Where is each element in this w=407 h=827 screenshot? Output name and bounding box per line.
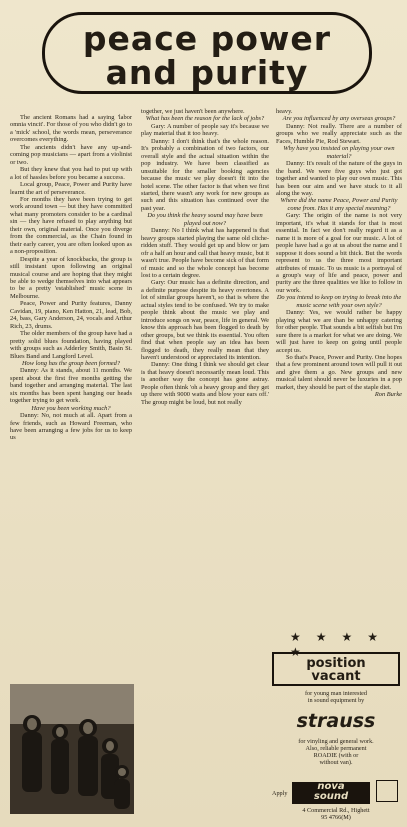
paragraph: Despite a year of knockbacks, the group is still insistant upon following an original musical course and are hoping that they might be able to wedge themselves into what appears to be a pretty 'established' music scene in Melbourne. bbox=[10, 255, 132, 300]
ad-text: without van). bbox=[319, 759, 353, 766]
article-column-3 bbox=[276, 108, 402, 608]
interview-question: Why have you insisted on playing your own material? bbox=[283, 145, 395, 160]
article-column-2 bbox=[141, 108, 269, 814]
interview-question: Do you think the heavy sound may have been played out now? bbox=[147, 212, 263, 227]
title-line-2: and purity bbox=[105, 53, 309, 92]
ad-headline-line-2: vacant bbox=[311, 669, 361, 684]
paragraph: For months they have been trying to get work around town — but they have committed what many promoters consider to be a cardinal sin — they have refused to play anything but their own, original material. Once you diverge from the commercial, as the Chain found in their early career, you are often looked upon as a non-proposition. bbox=[10, 195, 132, 256]
paragraph: Gary: The origin of the name is not very important, it's what it stands for that is most essential. In fact we don't really regard it as a name it is more of a goal for our music. A lot of people have had a go at us about the name and I suppose it does sound a bit thick. But the words represent to us the three most important attributes of music. To us music is a portrayal of a group's way of life and peace, power and purity are the three qualities we like to follow in our work. bbox=[276, 212, 402, 294]
ad-text: for young man interested bbox=[304, 690, 368, 697]
paragraph: Gary: Our music has a definite direction, and a definite purpose despite its heavy overtones. A lot of similar groups haven't, so that is where the actual styles tend to be confused. We try to make people think about the music we play and introduce songs on war, peace, life in general. We know this approach has been flogged to death by other groups, but we think its essential. You often find that when people say an idea has been flogged to death, they really mean that they haven't understood or appreciated its intention. bbox=[141, 279, 269, 361]
ad-text: in sound equipment by bbox=[307, 697, 365, 704]
paragraph: Danny: It's result of the nature of the guys in the band. We were five guys who just got together and wanted to play our own music. This has been our aim and we have stuck to it all along the way. bbox=[276, 160, 402, 197]
ad-headline-line-1: position bbox=[306, 656, 366, 671]
ad-brand: strauss bbox=[296, 710, 376, 732]
paragraph: Danny: One thing I think we should get clear is that heavy doesn't necessarily mean loud. This is another way the concept has gone astray. People often think 'oh a heavy group and they get up there with 9000 watts and blow your ears off.' The group might be loud, but not really bbox=[141, 361, 269, 406]
paragraph: Danny: No I think what has happened is that heavy groups started playing the same old cliche-ridden stuff. They would get up and blow or jam ofr a half an hour and call that heavy music, but it wasn't true. People have become sick of that form of music and so the whole concept has become lost to a certain degree. bbox=[141, 227, 269, 279]
interview-question: How long has the group been formed? bbox=[21, 359, 121, 367]
title-box bbox=[42, 12, 372, 94]
band-photo-image bbox=[10, 684, 134, 814]
paragraph: The ancients didn't have any up-and-coming pop musicians — apart from a violinist or two. bbox=[10, 143, 132, 166]
paragraph: So that's Peace, Power and Purity. One hopes that a few prominent around town will pull it out and give them a go. New groups and new musical talent should never be luxuries in a pop market, they should be part of the staple diet. bbox=[276, 353, 402, 391]
ad-address: 4 Commercial Rd., Highett bbox=[302, 807, 370, 814]
paragraph: Danny: As it stands, about 11 months. We spent about the first five months getting the band together and arranging material. The last six months has been spent hanging our heads together trying to get work. bbox=[10, 367, 132, 405]
interview-question: Do you intend to keep on trying to break into the music scene with your own style? bbox=[276, 294, 402, 309]
paragraph: Danny: Yes, we would rather be happy playing what we are than be unhappy catering for other people. That sounds a bit selfish but I'm sure there is a market for what we are doing. We will just have to keep on going until people accept us. bbox=[276, 309, 402, 354]
interview-question: Are you influenced by any overseas groups? bbox=[282, 115, 396, 123]
band-photo bbox=[10, 684, 134, 814]
interview-question: Where did the name Peace, Power and Purity come from. Has it any special meaning? bbox=[280, 197, 398, 212]
interview-question: What has been the reason for the lack of jobs? bbox=[145, 115, 265, 123]
paragraph: The ancient Romans had a saying 'labor omnia vincit'. For those of you who didn't go to a 'mick' school, the words mean, perseverance overcomes everything. bbox=[10, 114, 132, 144]
title-line-1: peace power bbox=[82, 19, 332, 58]
position-vacant-ad bbox=[272, 652, 400, 822]
paragraph: together, we just haven't been anywhere. bbox=[141, 108, 245, 115]
nova-word: nova bbox=[317, 781, 345, 792]
ad-headline bbox=[272, 652, 400, 686]
author-signature: Ron Burke bbox=[374, 391, 402, 399]
ad-text: ROADIE (with or bbox=[313, 752, 359, 759]
paragraph: Danny: No, not much at all. Apart from a few friends, such as Howard Freeman, who have been arranging a few jobs for us to keep us bbox=[10, 412, 132, 442]
paragraph: Danny: I don't think that's the whole reason. It's probably a combination of two factors, our overall style and the actual situation within the pop industry. We have been classified as unsuitable for the smaller booking agencies because the music we play doesn't fit into the hotel scene. The other factor is that when we first started, there wasn't any work for new groups as such and this situation has continued over the past year. bbox=[141, 137, 269, 212]
nova-sound-logo bbox=[292, 782, 370, 804]
paragraph: heavy. bbox=[276, 108, 293, 115]
paragraph: But they knew that you had to put up with a lot of hassles before you became a success. bbox=[10, 166, 132, 181]
paragraph: Danny: Not really. There are a number of groups who we really appreciate such as the Faces, Humble Pie, Rod Stewart. bbox=[276, 122, 402, 145]
paragraph: Gary: A number of people say it's because we play material that it too heavy. bbox=[141, 122, 269, 138]
sound-word: sound bbox=[313, 791, 349, 802]
article-column-1 bbox=[10, 114, 132, 682]
ad-phone: 95 4766(M) bbox=[321, 814, 351, 821]
stamp-icon bbox=[376, 780, 398, 802]
star-divider: ★ ★ ★ ★ ★ bbox=[290, 630, 385, 659]
paragraph: Local group, Peace, Power and Purity have learnt the art of perseverance. bbox=[10, 181, 132, 196]
paragraph: Peace, Power and Purity features, Danny Cavidan, 19, piano, Ken Hatton, 21, lead, Bob, 24, bass, Gary Anderson, 24, vocals and Arthur Rich, 23, drums. bbox=[10, 300, 132, 330]
interview-question: Have you been working much? bbox=[31, 404, 111, 412]
ad-text: Also, reliable permanent bbox=[305, 745, 367, 752]
ad-text: for vinyling and general work. bbox=[298, 738, 374, 745]
paragraph: The older members of the group have had a pretty solid blues foundation, having played with groups such as Adderley Smith, Basin St. Blues Band and Langford Level. bbox=[10, 330, 132, 360]
ad-apply: Apply bbox=[272, 790, 288, 797]
